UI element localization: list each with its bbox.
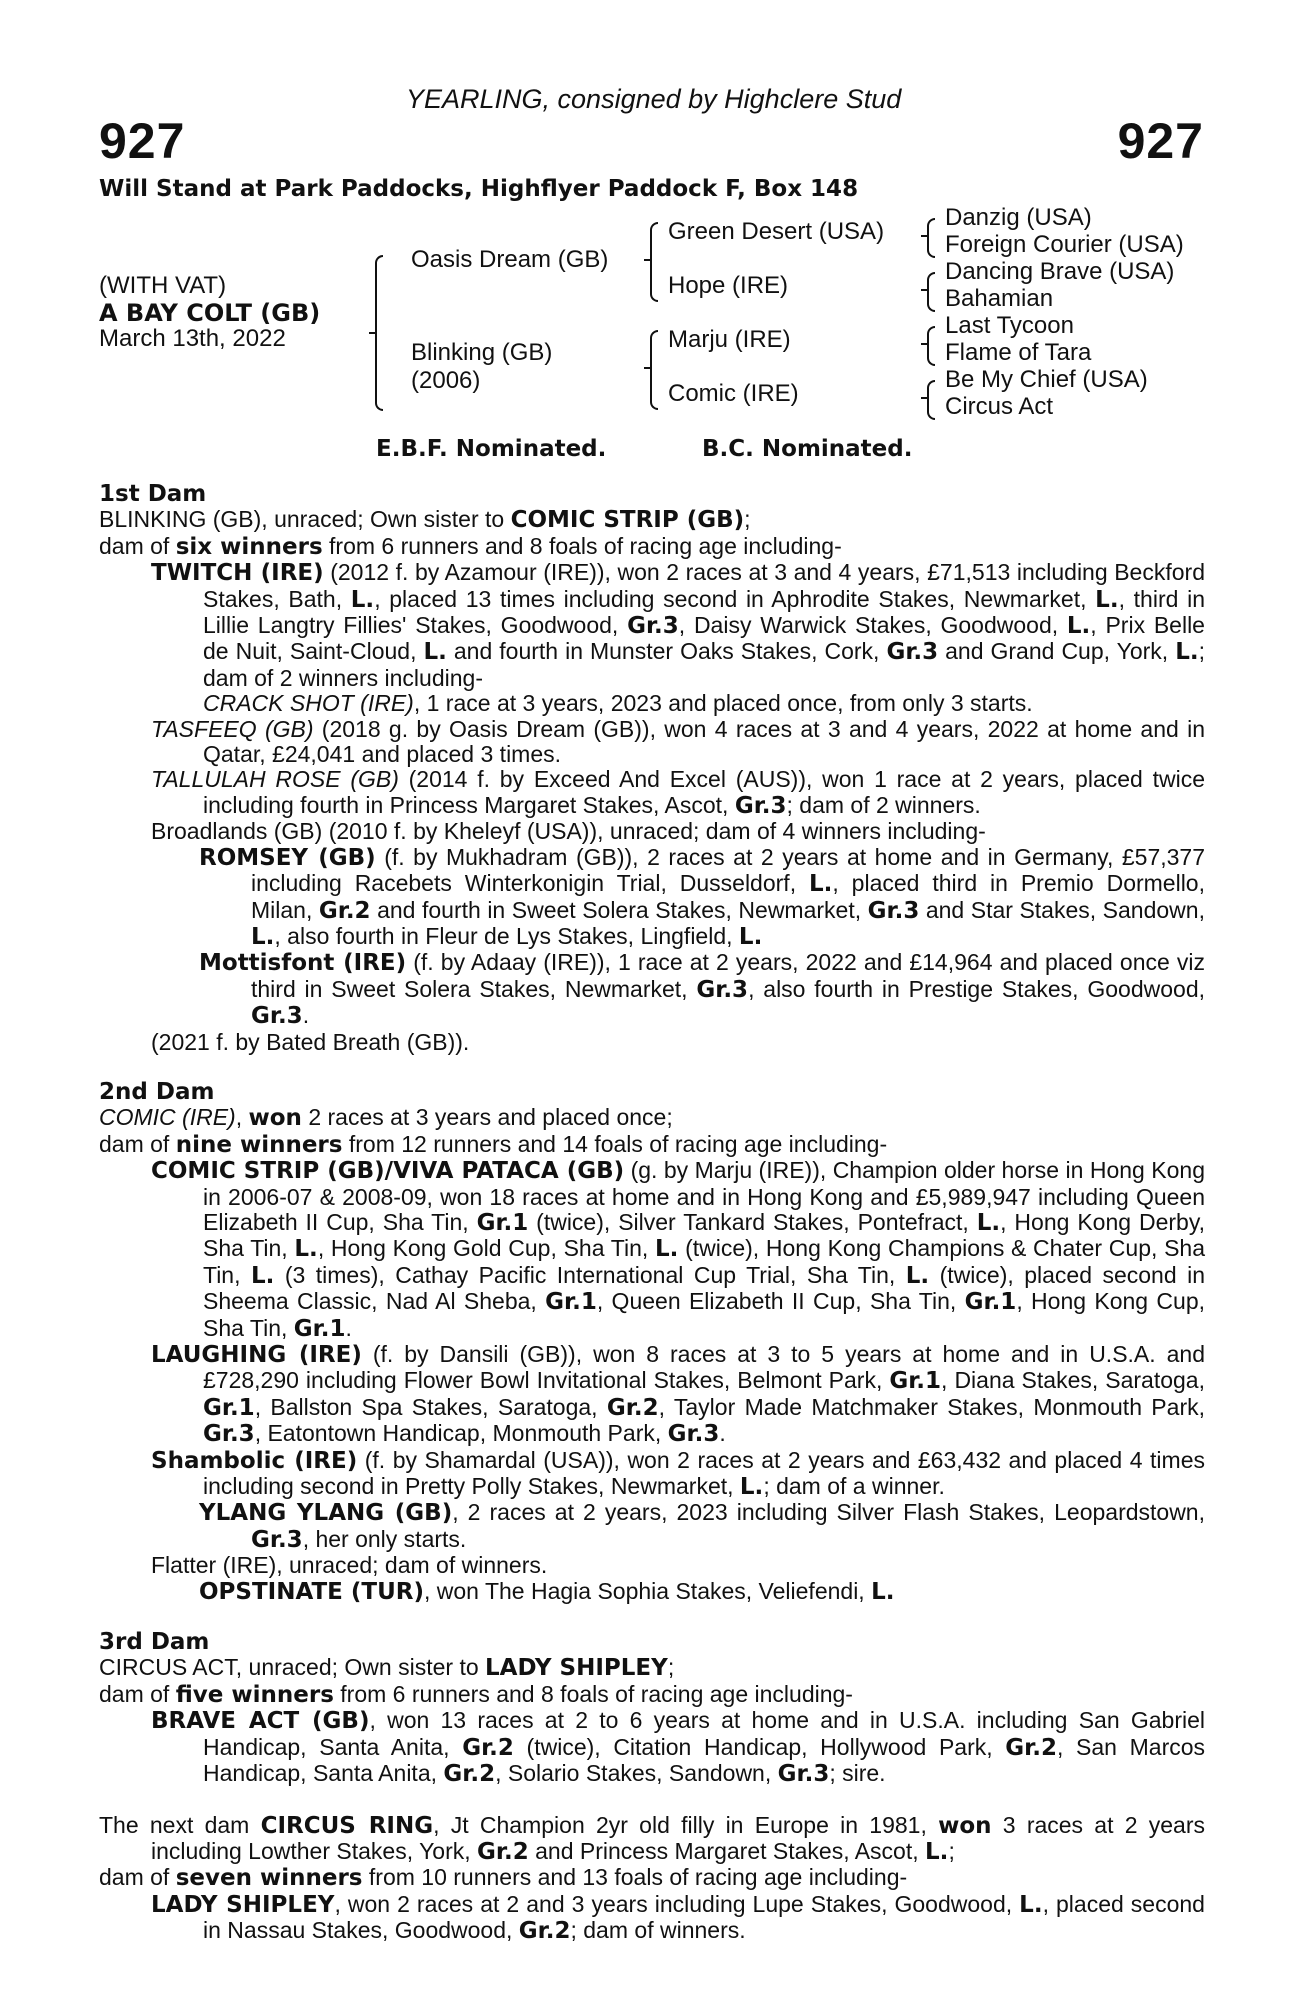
- dam-line-bracket: [650, 330, 658, 410]
- text-run: The next dam: [99, 1811, 261, 1838]
- text-run: ; dam of 2 winners.: [786, 791, 981, 818]
- text-run: , also fourth in Fleur de Lys Stakes, Lingfield,: [274, 922, 739, 949]
- sire-dam: Hope (IRE): [668, 272, 789, 299]
- third-dam-intro: [99, 1655, 1205, 1681]
- dam-dam: Comic (IRE): [668, 380, 799, 407]
- text-run: , Daisy Warwick Stakes, Goodwood,: [678, 612, 1067, 639]
- text-run: , won The Hagia Sophia Stakes, Veliefendi,: [424, 1577, 872, 1604]
- sire: Oasis Dream (GB): [411, 246, 609, 273]
- entry-laughing: [99, 1342, 1205, 1448]
- text-run: , placed 13 times including second in Aphrodite Stakes, Newmarket,: [374, 585, 1096, 612]
- bold-text: L.: [423, 639, 447, 666]
- bold-text: Gr.1: [545, 1289, 597, 1316]
- bold-text: Gr.1: [203, 1394, 255, 1421]
- bold-text: won: [248, 1105, 302, 1132]
- bold-text: Gr.3: [627, 613, 679, 640]
- text-run: ,: [235, 1104, 249, 1131]
- bold-text: Gr.2: [443, 1761, 496, 1788]
- text-run: (g. by Marju (IRE)), Champion older horse in Hong Kong in 2006-07 & 2008-09, won 18 races at home and in Hong Kong and £5,989,947 including Queen Elizabeth II Cup, Sha Tin,: [203, 1157, 1205, 1235]
- bold-text: L.: [1175, 639, 1199, 666]
- text-run: , Ballston Spa Stakes, Saratoga,: [254, 1393, 607, 1420]
- bold-text: five winners: [175, 1681, 334, 1708]
- text-run: , 2 races at 2 years, 2023 including Silver Flash Stakes, Leopardstown,: [452, 1499, 1205, 1526]
- bold-text: Gr.2: [606, 1394, 659, 1421]
- bold-text: seven winners: [175, 1865, 363, 1892]
- entry-romsey: [99, 845, 1205, 951]
- bold-text: Gr.3: [667, 1421, 720, 1448]
- text-run: and fourth in Munster Oaks Stakes, Cork,: [446, 638, 887, 665]
- text-run: (2012 f. by Azamour (IRE)), won 2 races at 3 and 4 years, £71,513 including Beckford Stakes, Bath,: [203, 559, 1205, 612]
- ancestor-6: Flame of Tara: [945, 339, 1092, 366]
- text-run: , won 2 races at 2 and 3 years including Lupe Stakes, Goodwood,: [334, 1890, 1020, 1917]
- bold-text: L.: [250, 1262, 275, 1289]
- ancestor-4: Bahamian: [945, 285, 1054, 312]
- consignment-header: YEARLING, consigned by Highclere Stud: [406, 84, 902, 114]
- text-run: and Star Stakes, Sandown,: [919, 896, 1205, 923]
- entry-tallulah-rose: [99, 767, 1205, 819]
- ancestor-3: Dancing Brave (USA): [945, 258, 1175, 285]
- text-run: , third in Lillie Langtry Fillies' Stakes, Goodwood,: [203, 585, 1205, 639]
- text-run: , her only starts.: [302, 1525, 467, 1552]
- sire-line-bracket: [650, 222, 658, 302]
- bold-text: Gr.3: [777, 1761, 830, 1788]
- text-run: dam of: [99, 1680, 176, 1707]
- bold-text: L.: [251, 923, 275, 950]
- horse-name: A BAY COLT (GB): [99, 299, 321, 327]
- bold-text: L.: [808, 871, 833, 898]
- text-run: ;: [667, 1654, 675, 1681]
- bold-text: LAUGHING (IRE): [151, 1342, 362, 1368]
- bold-text: L.: [1066, 613, 1091, 640]
- bold-text: L.: [739, 1474, 764, 1501]
- bold-text: Gr.2: [462, 1734, 514, 1761]
- text-run: , Solario Stakes, Sandown,: [495, 1760, 778, 1787]
- bold-text: Gr.3: [203, 1421, 255, 1448]
- entry-flatter: [99, 1553, 1205, 1578]
- bold-text: LADY SHIPLEY: [151, 1891, 335, 1918]
- first-dam-heading: 1st Dam: [99, 481, 207, 507]
- bold-text: COMIC STRIP (GB)/VIVA PATACA (GB): [151, 1158, 625, 1185]
- bold-text: Gr.2: [1005, 1734, 1057, 1761]
- bold-text: L.: [925, 1838, 949, 1865]
- text-run: from 6 runners and 8 foals of racing age including-: [333, 1680, 853, 1707]
- ancestor-5: Last Tycoon: [945, 312, 1074, 339]
- text-run: (f. by Mukhadram (GB)), 2 races at 2 years at home and in Germany, £57,377 including Racebets Winterkonigin Trial, Dusseldorf,: [251, 843, 1205, 897]
- text-run: , Eatontown Handicap, Monmouth Park,: [254, 1420, 668, 1447]
- text-run: 2 races at 3 years and placed once;: [301, 1104, 673, 1131]
- text-run: (2014 f. by Exceed And Excel (AUS)), won 1 race at 2 years, placed twice including fourth in Princess Margaret Stakes, Ascot,: [203, 766, 1205, 818]
- bold-text: L.: [1095, 586, 1119, 613]
- sire-sire: Green Desert (USA): [668, 218, 885, 245]
- foaling-date: March 13th, 2022: [99, 325, 286, 352]
- text-run: , Hong Kong Gold Cup, Sha Tin,: [317, 1235, 655, 1262]
- text-run: and Grand Cup, York,: [938, 638, 1176, 665]
- bold-text: L.: [1019, 1891, 1043, 1918]
- text-run: , 1 race at 3 years, 2023 and placed once, from only 3 starts.: [413, 690, 1033, 717]
- second-dam-produce-summary: [99, 1132, 1205, 1158]
- text-run: from 12 runners and 14 foals of racing age including-: [342, 1130, 888, 1157]
- second-dam-heading: 2nd Dam: [99, 1078, 215, 1105]
- text-run: ; dam of winners.: [570, 1917, 746, 1944]
- italic-text: CRACK SHOT (IRE): [203, 690, 414, 717]
- text-run: , San Marcos Handicap, Santa Anita,: [203, 1733, 1206, 1787]
- text-run: CIRCUS ACT, unraced; Own sister to: [99, 1654, 486, 1681]
- italic-text: TALLULAH ROSE (GB): [151, 766, 399, 793]
- lot-number-left: 927: [99, 113, 186, 169]
- ancestor-1: Danzig (USA): [945, 204, 1092, 231]
- bold-text: YLANG YLANG (GB): [199, 1500, 453, 1527]
- text-run: , Diana Stakes, Saratoga,: [941, 1367, 1205, 1394]
- bold-text: Gr.3: [886, 639, 939, 666]
- ancestor-7: Be My Chief (USA): [945, 366, 1148, 393]
- text-run: (f. by Shamardal (USA)), won 2 races at 2 years and £63,432 and placed 4 times including second in Pretty Polly Stakes, Newmarket,: [203, 1446, 1205, 1500]
- entry-comic-strip: [99, 1158, 1205, 1342]
- bold-text: ROMSEY (GB): [199, 844, 376, 871]
- bold-text: nine winners: [175, 1131, 343, 1158]
- entry-2021-filly: [99, 1030, 1205, 1055]
- bold-text: Gr.2: [318, 897, 371, 924]
- first-dam-intro: [99, 507, 1205, 533]
- text-run: ; dam of 2 winners including-: [203, 638, 1205, 691]
- dam-year: (2006): [411, 367, 481, 394]
- entry-opstinate: [99, 1579, 1205, 1605]
- text-run: , Prix Belle de Nuit, Saint-Cloud,: [203, 612, 1205, 665]
- lot-number-right: 927: [1117, 113, 1204, 169]
- bold-text: CIRCUS RING: [260, 1812, 434, 1839]
- text-run: Flatter (IRE), unraced; dam of winners.: [151, 1552, 548, 1579]
- text-run: .: [719, 1420, 726, 1447]
- text-run: (2018 g. by Oasis Dream (GB)), won 4 races at 3 and 4 years, 2022 at home and in Qatar, £24,041 and placed 3 times.: [203, 715, 1205, 768]
- second-dam-intro: [99, 1105, 1205, 1131]
- text-run: from 10 runners and 13 foals of racing age including-: [362, 1864, 908, 1891]
- bold-text: Gr.1: [964, 1289, 1017, 1316]
- bold-text: L.: [654, 1236, 679, 1263]
- text-run: (f. by Dansili (GB)), won 8 races at 3 to 5 years at home and in U.S.A. and £728,290 including Flower Bowl Invitational Stakes, Belmont Park,: [203, 1341, 1206, 1394]
- text-run: , also fourth in Prestige Stakes, Goodwood,: [748, 975, 1205, 1002]
- bold-text: won: [938, 1812, 992, 1839]
- text-run: ;: [948, 1837, 955, 1864]
- entry-shambolic: [99, 1448, 1205, 1501]
- text-run: , won 13 races at 2 to 6 years at home and in U.S.A. including San Gabriel Handicap, Santa Anita,: [203, 1707, 1205, 1760]
- bold-text: Gr.3: [696, 976, 749, 1003]
- bold-text: Gr.3: [251, 1003, 303, 1030]
- text-run: , Queen Elizabeth II Cup, Sha Tin,: [596, 1288, 965, 1315]
- bc-nomination: B.C. Nominated.: [702, 436, 913, 462]
- bold-text: LADY SHIPLEY: [485, 1655, 668, 1682]
- bold-text: Gr.1: [476, 1209, 529, 1236]
- entry-mottisfont: [99, 950, 1205, 1029]
- text-run: ;: [744, 506, 751, 533]
- ancestor-8: Circus Act: [945, 393, 1054, 420]
- text-run: , Jt Champion 2yr old filly in Europe in 1981,: [433, 1811, 939, 1838]
- text-run: ; dam of a winner.: [763, 1473, 945, 1500]
- text-run: BLINKING (GB), unraced; Own sister to: [99, 506, 511, 533]
- bold-text: COMIC STRIP (GB): [510, 507, 745, 534]
- entry-twitch: [99, 560, 1205, 691]
- text-run: (twice), Hong Kong Champions & Chater Cup, Sha Tin,: [203, 1235, 1206, 1288]
- bold-text: Shambolic (IRE): [151, 1447, 358, 1474]
- bold-text: TWITCH (IRE): [151, 560, 324, 587]
- bold-text: Gr.2: [518, 1918, 571, 1945]
- text-run: , placed third in Premio Dormello, Milan,: [251, 870, 1205, 923]
- text-run: Broadlands (GB) (2010 f. by Kheleyf (USA)), unraced; dam of 4 winners including-: [151, 818, 986, 845]
- entry-ylang-ylang: [99, 1500, 1205, 1553]
- bold-text: Mottisfont (IRE): [199, 950, 407, 977]
- bold-text: L.: [976, 1209, 1001, 1236]
- bold-text: L.: [294, 1236, 318, 1263]
- bold-text: Gr.3: [734, 792, 787, 819]
- text-run: (twice), placed second in Sheema Classic, Nad Al Sheba,: [203, 1261, 1206, 1315]
- bold-text: Gr.3: [251, 1526, 303, 1553]
- text-run: (3 times), Cathay Pacific International Cup Trial, Sha Tin,: [274, 1261, 906, 1288]
- bold-text: Gr.1: [889, 1368, 942, 1395]
- entry-brave-act: [99, 1708, 1205, 1787]
- third-dam-heading: 3rd Dam: [99, 1629, 210, 1656]
- text-run: ; sire.: [829, 1760, 886, 1787]
- text-run: (2021 f. by Bated Breath (GB)).: [151, 1028, 470, 1055]
- text-run: .: [345, 1314, 352, 1341]
- text-run: (twice), Citation Handicap, Hollywood Park,: [513, 1733, 1006, 1760]
- text-run: (f. by Adaay (IRE)), 1 race at 2 years, 2022 and £14,964 and placed once viz third in Sweet Solera Stakes, Newmarket,: [251, 949, 1205, 1002]
- pedigree-bracket: [375, 255, 383, 411]
- text-run: from 6 runners and 8 foals of racing age including-: [322, 532, 842, 559]
- entry-broadlands: [99, 819, 1205, 844]
- text-run: , Hong Kong Derby, Sha Tin,: [203, 1208, 1205, 1262]
- third-dam-produce-summary: [99, 1682, 1205, 1708]
- bold-text: L.: [905, 1262, 930, 1289]
- bold-text: L.: [738, 923, 763, 950]
- italic-text: COMIC (IRE): [99, 1104, 236, 1131]
- entry-lady-shipley: [99, 1892, 1205, 1945]
- text-run: and Princess Margaret Stakes, Ascot,: [528, 1837, 926, 1864]
- next-dam-produce-summary: [99, 1865, 1205, 1891]
- stand-location: Will Stand at Park Paddocks, Highflyer Paddock F, Box 148: [99, 176, 859, 202]
- bold-text: Gr.3: [867, 897, 920, 924]
- text-run: dam of: [99, 532, 176, 559]
- text-run: , Hong Kong Cup, Sha Tin,: [203, 1288, 1205, 1341]
- text-run: .: [302, 1002, 310, 1029]
- bold-text: Gr.1: [293, 1315, 346, 1342]
- entry-crack-shot: [99, 691, 1205, 716]
- bold-text: L.: [871, 1578, 895, 1605]
- text-run: and fourth in Sweet Solera Stakes, Newmarket,: [370, 896, 868, 923]
- dam: Blinking (GB): [411, 339, 553, 366]
- text-run: dam of: [99, 1130, 176, 1157]
- dam-sire: Marju (IRE): [668, 326, 791, 353]
- bold-text: six winners: [175, 533, 323, 560]
- entry-tasfeeq: [99, 717, 1205, 768]
- text-run: 3 races at 2 years including Lowther Stakes, York,: [151, 1811, 1206, 1864]
- ebf-nomination: E.B.F. Nominated.: [376, 436, 607, 462]
- bold-text: BRAVE ACT (GB): [151, 1708, 370, 1735]
- bold-text: Gr.2: [477, 1838, 529, 1865]
- catalogue-body: [99, 482, 1205, 1945]
- text-run: dam of: [99, 1864, 176, 1891]
- vat-note: (WITH VAT): [99, 272, 227, 299]
- ancestor-2: Foreign Courier (USA): [945, 231, 1184, 258]
- text-run: , Taylor Made Matchmaker Stakes, Monmouth Park,: [658, 1393, 1205, 1420]
- italic-text: TASFEEQ (GB): [151, 715, 314, 742]
- next-dam-intro: [99, 1813, 1205, 1866]
- text-run: , placed second in Nassau Stakes, Goodwood,: [203, 1890, 1205, 1944]
- first-dam-produce-summary: [99, 534, 1205, 560]
- bold-text: OPSTINATE (TUR): [199, 1578, 424, 1605]
- text-run: (twice), Silver Tankard Stakes, Pontefract,: [528, 1208, 977, 1235]
- bold-text: L.: [350, 586, 375, 613]
